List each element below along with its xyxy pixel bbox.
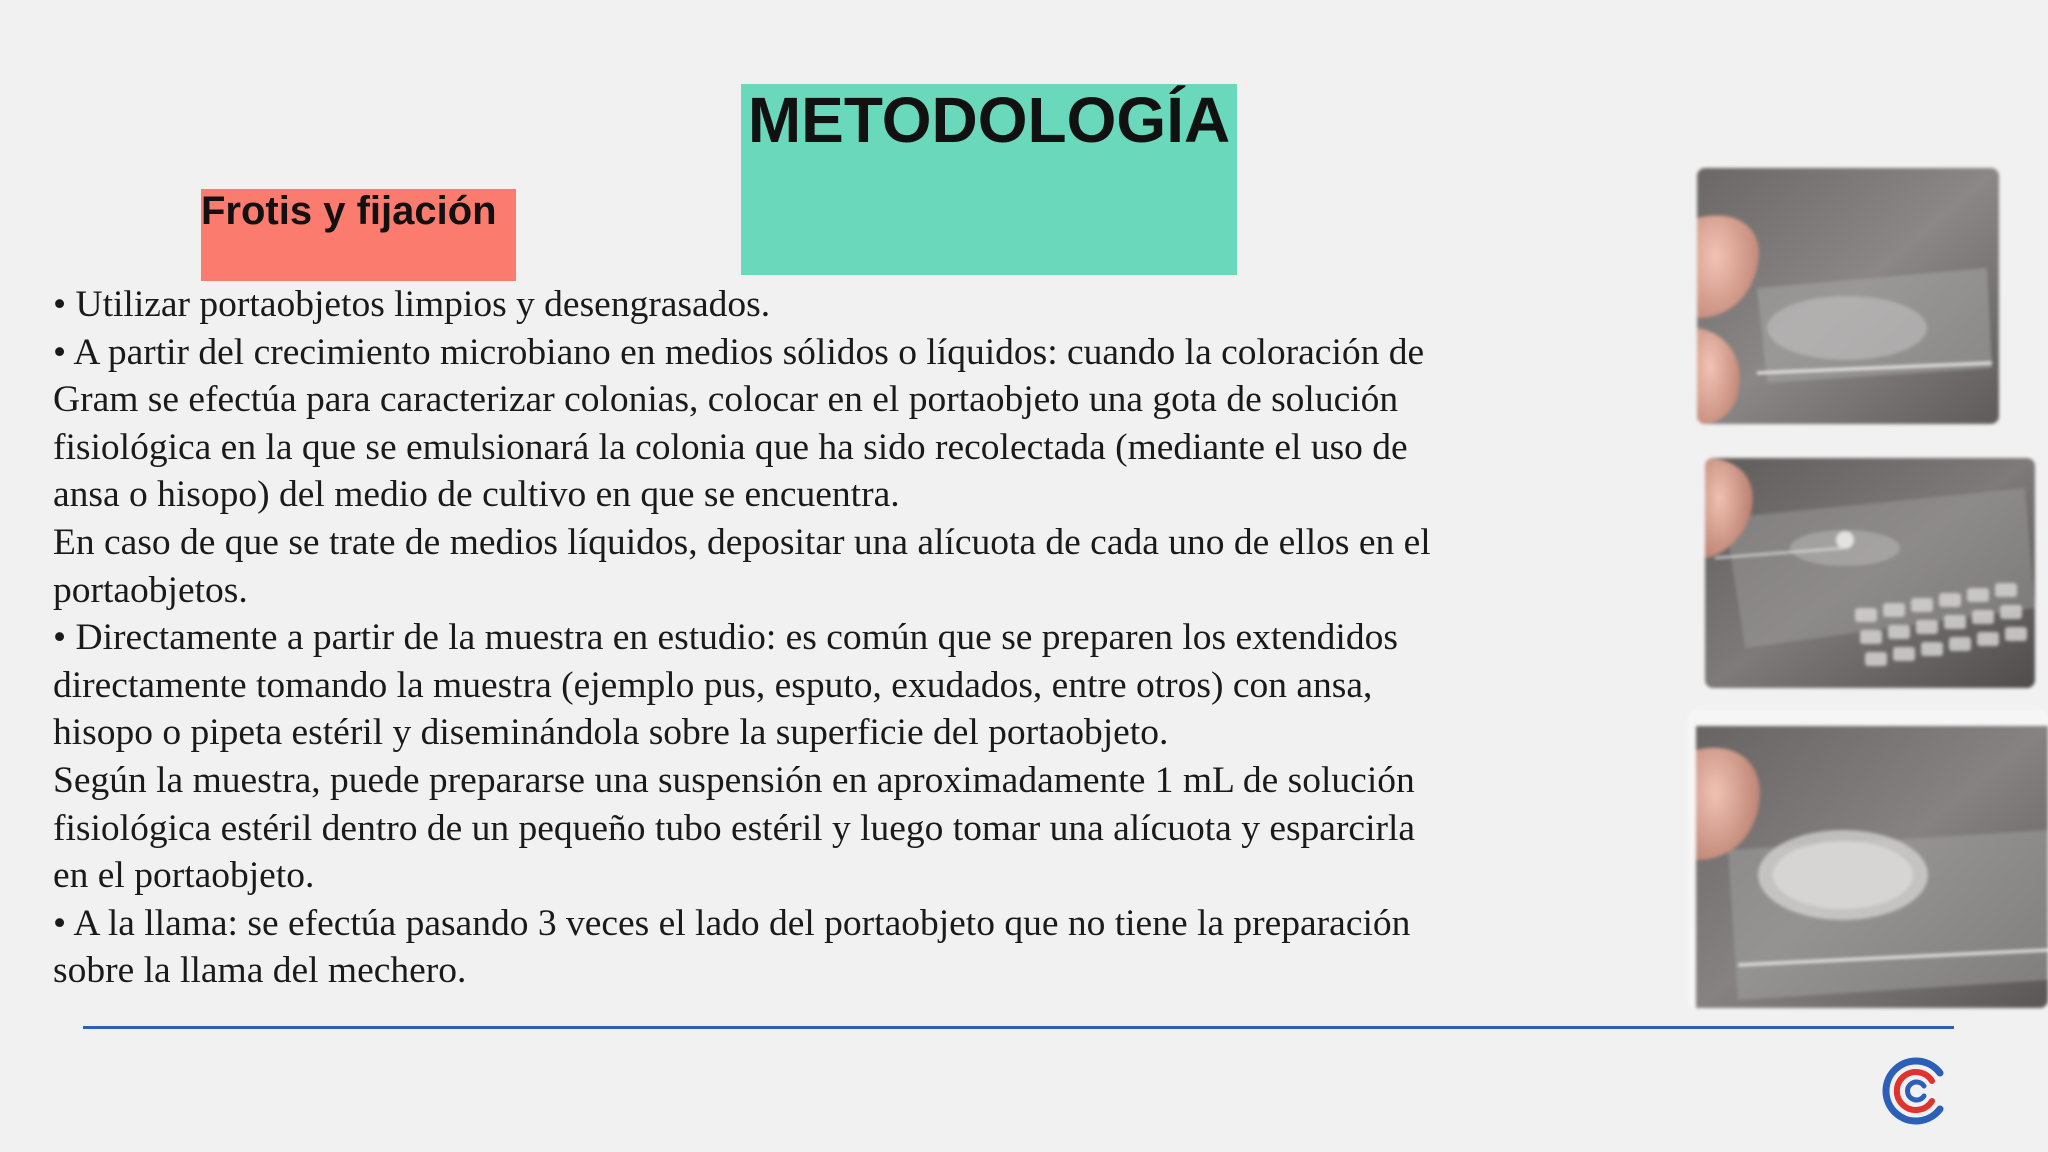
body-line: fisiológica en la que se emulsionará la colonia que ha sido recolectada (mediante el uso de bbox=[53, 426, 1408, 468]
body-line: En caso de que se trate de medios líquidos, depositar una alícuota de cada uno de ellos en el bbox=[53, 521, 1431, 563]
body-line: ansa o hisopo) del medio de cultivo en que se encuentra. bbox=[53, 474, 900, 516]
footer-divider bbox=[83, 1026, 1954, 1029]
body-line: Según la muestra, puede prepararse una suspensión en aproximadamente 1 mL de solución bbox=[53, 759, 1415, 801]
body-line: • A partir del crecimiento microbiano en medios sólidos o líquidos: cuando la coloración de bbox=[53, 331, 1425, 373]
body-line: en el portaobjeto. bbox=[53, 855, 315, 897]
institution-logo-icon bbox=[1880, 1055, 1952, 1127]
body-line: • Utilizar portaobjetos limpios y desengrasados. bbox=[53, 284, 771, 325]
body-line: sobre la llama del mechero. bbox=[53, 950, 467, 992]
slide-glass-photo bbox=[1697, 168, 1999, 424]
section-subtitle: Frotis y fijación bbox=[201, 189, 497, 233]
body-line: portaobjetos. bbox=[53, 569, 248, 611]
slide-loop-photo bbox=[1705, 458, 2035, 688]
body-line: • Directamente a partir de la muestra en estudio: es común que se preparen los extendidos bbox=[53, 617, 1398, 659]
slide-smear-photo bbox=[1688, 710, 2048, 1008]
body-line: • A la llama: se efectúa pasando 3 veces el lado del portaobjeto que no tiene la preparación bbox=[53, 902, 1411, 944]
body-line: hisopo o pipeta estéril y diseminándola sobre la superficie del portaobjeto. bbox=[53, 712, 1169, 754]
body-line: fisiológica estéril dentro de un pequeño tubo estéril y luego tomar una alícuota y esparcirla bbox=[53, 807, 1416, 849]
slide-title: METODOLOGÍA bbox=[747, 84, 1231, 156]
body-text bbox=[53, 281, 1688, 995]
body-line: directamente tomando la muestra (ejemplo pus, esputo, exudados, entre otros) con ansa, bbox=[53, 664, 1373, 706]
body-line: Gram se efectúa para caracterizar colonias, colocar en el portaobjeto una gota de solución bbox=[53, 379, 1399, 421]
